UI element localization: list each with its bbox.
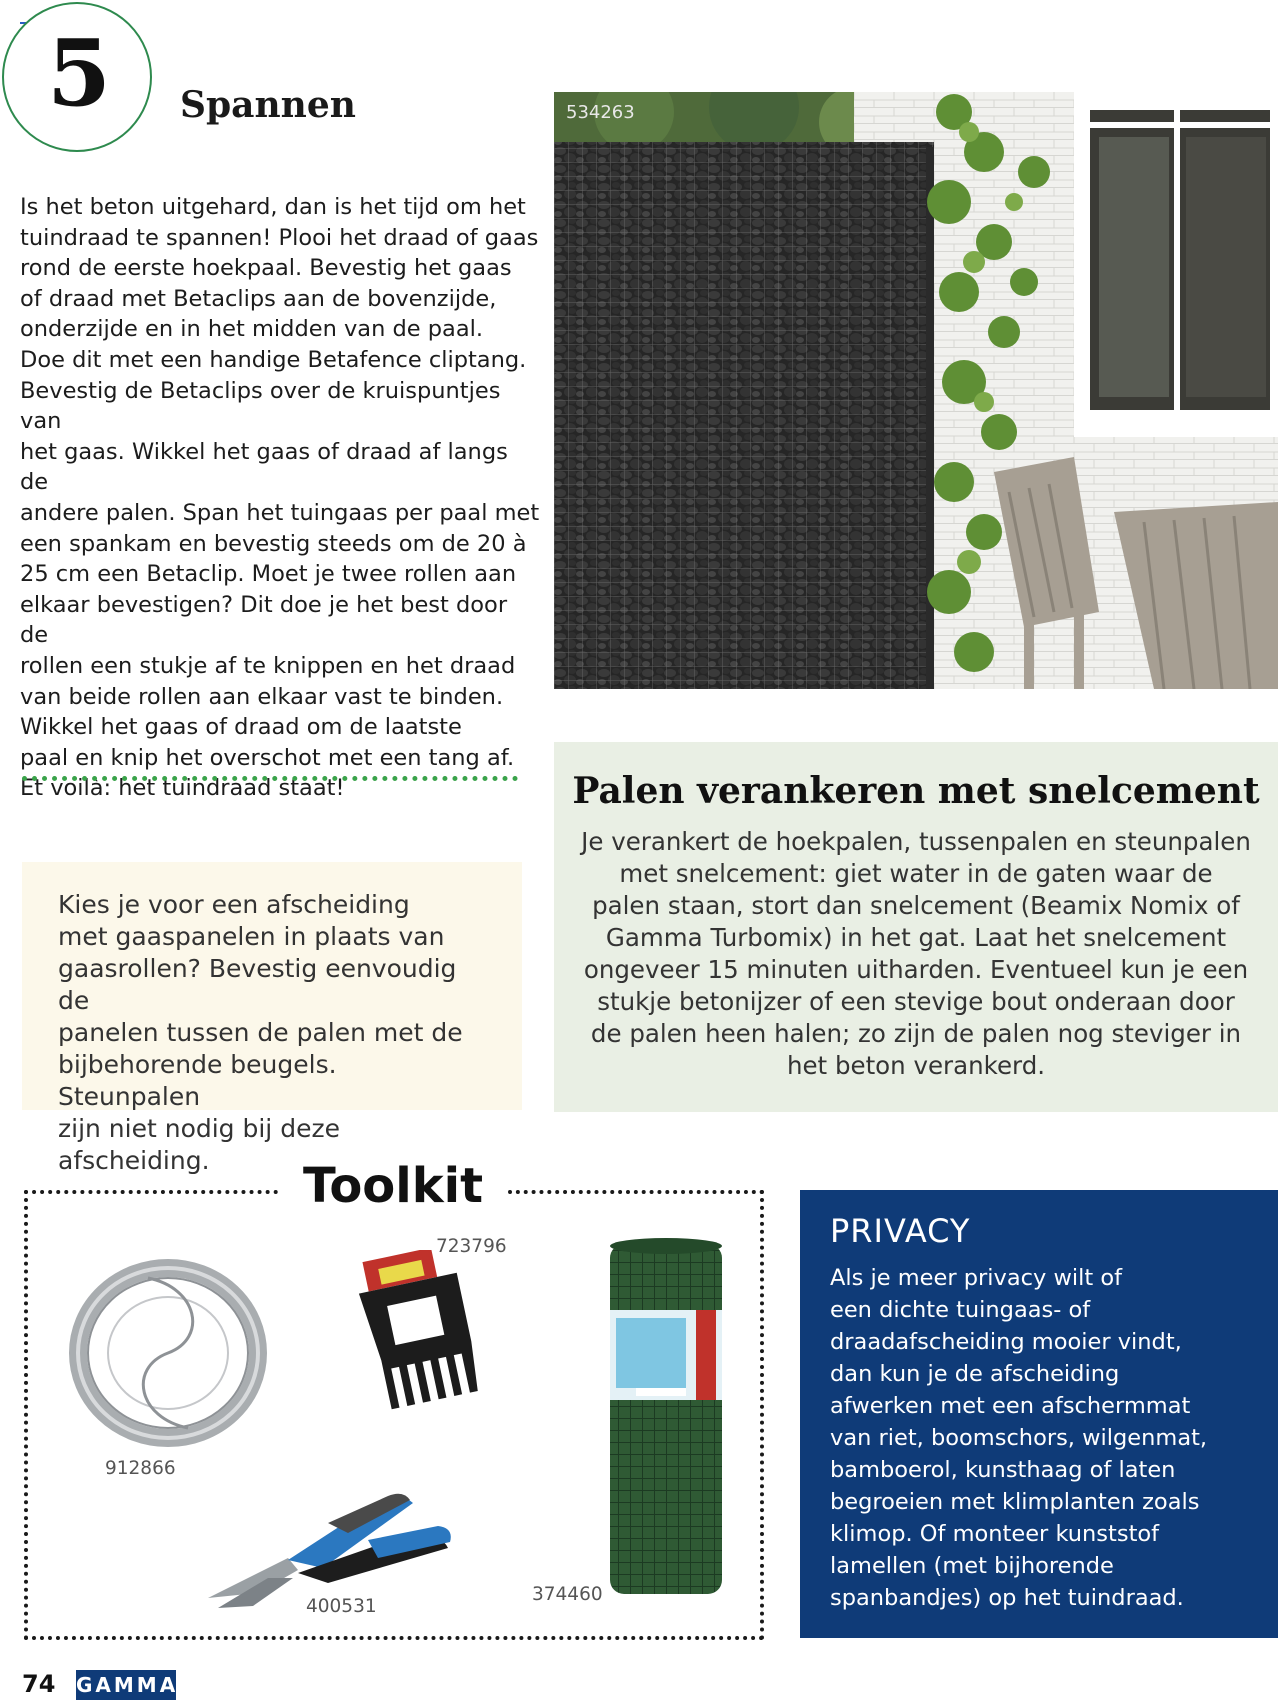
toolkit-border-left	[24, 1190, 278, 1194]
product-code: 912866	[105, 1458, 176, 1479]
anchoring-text: Je verankert de hoekpalen, tussenpalen en steunpalen met snelcement: giet water in de gaten waar de palen staan, stort dan snelcement (Beamix Nomix of Gamma Turbomix) in het gat. Laat het snelcement ongeveer 15 minuten uitharden. Eventueel kun je een stukje betonijzer of een stevige bout onderaan door de palen heen halen; zo zijn de palen nog steviger in het beton verankerd.	[581, 827, 1251, 1080]
toolkit-title: Toolkit	[278, 1158, 508, 1214]
tip-text: Kies je voor een afscheiding met gaaspanelen in plaats van gaasrollen? Bevestig eenvoudig de panelen tussen de palen met de bijbehorende beugels. Steunpalen zijn niet nodig bij deze afscheiding.	[58, 890, 463, 1175]
step-badge	[2, 2, 152, 152]
instructions-text: Is het beton uitgehard, dan is het tijd om het tuindraad te spannen! Plooi het draad of gaas rond de eerste hoekpaal. Bevestig het gaas of draad met Betaclips aan de bovenzijde, onderzijde en in het midden van de paal. Doe dit met een handige Betafence cliptang. Bevestig de Betaclips over de kruispuntjes van het gaas. Wikkel het gaas of draad af langs de andere palen. Span het tuingaas per paal met een spankam en bevestig steeds om de 20 à 25 cm een Betaclip. Moet je twee rollen aan elkaar bevestigen? Dit doe je het best door de rollen een stukje af te knippen en het draad van beide rollen aan elkaar vast te binden. Wikkel het gaas of draad om de laatste paal en knip het overschot met een tang af. Et voilà: het tuindraad staat!	[20, 194, 540, 802]
page-number: 74	[22, 1670, 56, 1698]
fence-mesh-roll-icon	[606, 1238, 726, 1602]
wire-coil-icon	[68, 1258, 268, 1452]
privacy-box	[800, 1190, 1278, 1638]
step-title: Spannen	[180, 84, 356, 126]
privacy-text: Als je meer privacy wilt of een dichte tuingaas- of draadafscheiding mooier vindt, dan kun je de afscheiding afwerken met een afschermmat van riet, boomschors, wilgenmat, bamboerol, kunsthaag of laten begroeien met klimplanten zoals klimop. Of monteer kunststof lamellen (met bijhorende spanbandjes) op het tuindraad.	[830, 1265, 1208, 1611]
product-code: 374460	[532, 1584, 603, 1605]
gabion-fence-illustration	[554, 92, 1278, 689]
product-code: 534263	[566, 102, 635, 123]
tip-box	[22, 862, 522, 1175]
anchoring-info-box	[554, 742, 1278, 1112]
product-code: 723796	[436, 1236, 507, 1257]
tension-comb-icon	[358, 1250, 498, 1414]
toolkit-border-right	[508, 1190, 764, 1194]
product-code: 400531	[306, 1596, 377, 1617]
gamma-logo: GAMMA	[76, 1670, 176, 1700]
gabion-fence-photo	[554, 92, 1278, 689]
step-number: 5	[46, 19, 111, 127]
dotted-divider	[22, 776, 518, 781]
anchoring-title: Palen verankeren met snelcement	[572, 770, 1260, 812]
privacy-title: PRIVACY	[830, 1212, 971, 1250]
